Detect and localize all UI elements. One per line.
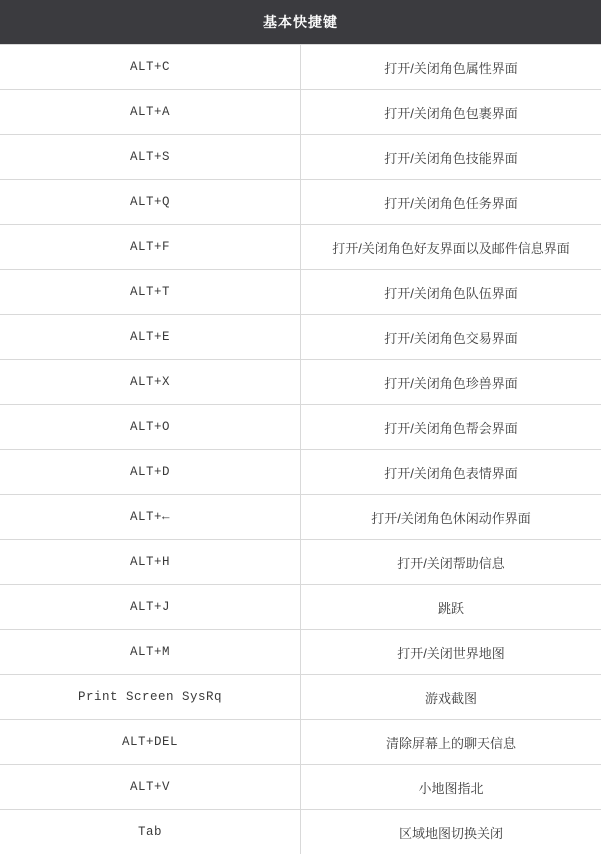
shortcut-key-cell: Tab <box>0 810 301 854</box>
shortcut-description-cell: 打开/关闭世界地图 <box>301 630 601 675</box>
table-row <box>0 765 601 810</box>
shortcut-description-cell: 打开/关闭角色交易界面 <box>301 315 601 360</box>
table-title: 基本快捷键 <box>0 0 601 45</box>
shortcut-description-cell: 打开/关闭角色属性界面 <box>301 45 601 90</box>
shortcut-key-cell: ALT+J <box>0 585 301 630</box>
shortcut-description-cell: 打开/关闭角色休闲动作界面 <box>301 495 601 540</box>
shortcut-key-cell: ALT+D <box>0 450 301 495</box>
shortcut-description-cell: 打开/关闭角色表情界面 <box>301 450 601 495</box>
table-row <box>0 315 601 360</box>
shortcut-key-cell: ALT+C <box>0 45 301 90</box>
table-row <box>0 360 601 405</box>
shortcut-description-cell: 打开/关闭角色帮会界面 <box>301 405 601 450</box>
table-row <box>0 270 601 315</box>
shortcut-key-cell: ALT+O <box>0 405 301 450</box>
shortcut-key-cell: ALT+S <box>0 135 301 180</box>
table-row <box>0 180 601 225</box>
table-row <box>0 45 601 90</box>
table-row <box>0 405 601 450</box>
shortcut-key-cell: ALT+H <box>0 540 301 585</box>
table-header <box>0 0 601 45</box>
shortcut-description-cell: 区域地图切换关闭 <box>301 810 601 854</box>
table-row <box>0 675 601 720</box>
shortcut-key-cell: ALT+E <box>0 315 301 360</box>
shortcut-description-cell: 打开/关闭角色技能界面 <box>301 135 601 180</box>
shortcut-description-cell: 打开/关闭角色好友界面以及邮件信息界面 <box>301 225 601 270</box>
shortcut-key-cell: ALT+T <box>0 270 301 315</box>
table-row <box>0 90 601 135</box>
table-row <box>0 810 601 854</box>
shortcut-key-cell: ALT+F <box>0 225 301 270</box>
table-row <box>0 630 601 675</box>
shortcut-key-cell: ALT+← <box>0 495 301 540</box>
shortcut-key-cell: Print Screen SysRq <box>0 675 301 720</box>
shortcut-description-cell: 游戏截图 <box>301 675 601 720</box>
table-title-row <box>0 0 601 45</box>
shortcut-description-cell: 清除屏幕上的聊天信息 <box>301 720 601 765</box>
shortcut-key-cell: ALT+V <box>0 765 301 810</box>
table-row <box>0 540 601 585</box>
shortcut-description-cell: 打开/关闭角色珍兽界面 <box>301 360 601 405</box>
shortcut-key-cell: ALT+DEL <box>0 720 301 765</box>
shortcut-key-cell: ALT+M <box>0 630 301 675</box>
shortcut-key-cell: ALT+X <box>0 360 301 405</box>
table-row <box>0 135 601 180</box>
table-row <box>0 450 601 495</box>
table-body <box>0 45 601 854</box>
shortcut-description-cell: 打开/关闭角色任务界面 <box>301 180 601 225</box>
table-row <box>0 495 601 540</box>
table-row <box>0 720 601 765</box>
shortcut-key-cell: ALT+Q <box>0 180 301 225</box>
shortcut-description-cell: 小地图指北 <box>301 765 601 810</box>
shortcut-description-cell: 打开/关闭帮助信息 <box>301 540 601 585</box>
shortcut-description-cell: 打开/关闭角色包裹界面 <box>301 90 601 135</box>
table-row <box>0 585 601 630</box>
shortcut-description-cell: 打开/关闭角色队伍界面 <box>301 270 601 315</box>
table-row <box>0 225 601 270</box>
shortcut-key-cell: ALT+A <box>0 90 301 135</box>
shortcut-description-cell: 跳跃 <box>301 585 601 630</box>
